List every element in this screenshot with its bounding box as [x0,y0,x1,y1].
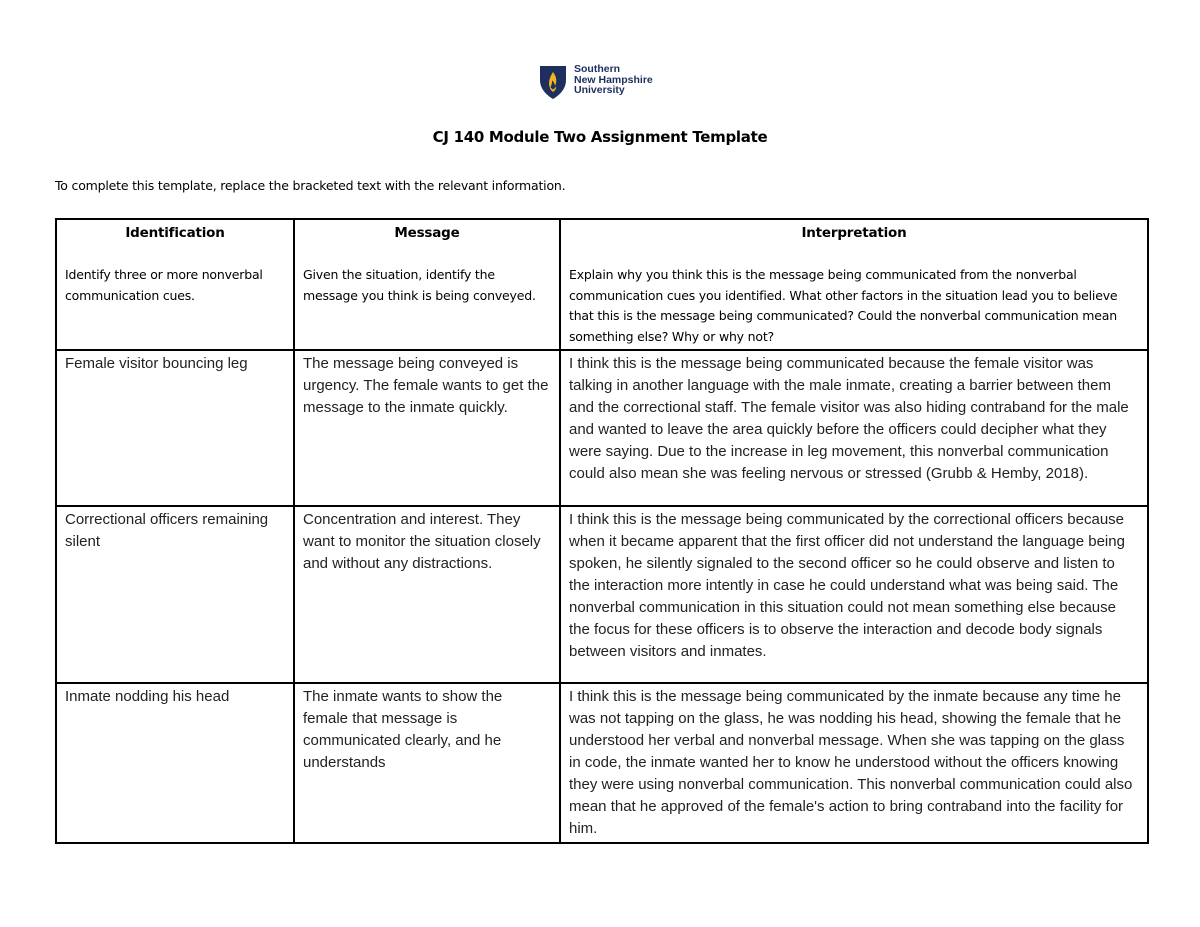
assignment-table [55,218,1149,844]
header-title: Identification [125,225,225,241]
university-logo [538,64,668,104]
instructions-text: To complete this template, replace the bracketed text with the relevant information. [55,178,566,193]
logo-line-2: New Hampshire [574,73,653,86]
table-row [56,506,1148,683]
message-cell: The message being conveyed is urgency. The female wants to get the message to the inmate quickly. [294,350,560,506]
identification-cell: Correctional officers remaining silent [56,506,294,683]
identification-cell: Inmate nodding his head [56,683,294,843]
interpretation-cell: I think this is the message being communicated by the inmate because any time he was not tapping on the glass, he was nodding his head, showing the female that he understood her verbal and nonverbal message. When she was tapping on the glass in code, the inmate wanted her to know he understood without the officers knowing they were using nonverbal communication. This nonverbal communication could also mean that he approved of the female's action to bring contraband into the facility for him. [560,683,1148,843]
table-row [56,683,1148,843]
table-header-row [56,219,1148,350]
identification-cell: Female visitor bouncing leg [56,350,294,506]
interpretation-cell: I think this is the message being communicated by the correctional officers because when it became apparent that the first officer did not understand the language being spoken, he silently signaled to the second officer so he could observe and listen to the interaction more intently in case he could understand what was being said. The nonverbal communication in this situation could not mean something else because the focus for these officers is to observe the interaction and decode body signals between visitors and inmates. [560,506,1148,683]
page-title: CJ 140 Module Two Assignment Template [432,128,768,146]
logo-line-3: University [574,84,625,96]
message-cell: Concentration and interest. They want to monitor the situation closely and without any distractions. [294,506,560,683]
interpretation-cell: I think this is the message being communicated because the female visitor was talking in another language with the male inmate, creating a barrier between them and the correctional staff. The female visitor was also hiding contraband for the male and wanted to leave the area quickly before the officers could decipher what they were saying. Due to the increase in leg movement, this nonverbal communication could also mean she was feeling nervous or stressed (Grubb & Hemby, 2018). [560,350,1148,506]
message-cell: The inmate wants to show the female that message is communicated clearly, and he understands [294,683,560,843]
header-title: Message [394,225,460,241]
table-row [56,350,1148,506]
header-description: Identify three or more nonverbal communication cues. [65,267,263,303]
shield-flame-icon [538,64,568,100]
header-message [294,219,560,350]
header-title: Interpretation [801,225,907,241]
header-description: Given the situation, identify the message you think is being conveyed. [303,267,536,303]
header-description: Explain why you think this is the message being communicated from the nonverbal communication cues you identified. What other factors in the situation lead you to believe that this is the message being communicated? Could the nonverbal communication mean something else? Why or why not? [569,267,1118,344]
logo-wordmark [574,64,653,96]
header-interpretation [560,219,1148,350]
header-identification [56,219,294,350]
logo-line-1: Southern [574,63,621,75]
